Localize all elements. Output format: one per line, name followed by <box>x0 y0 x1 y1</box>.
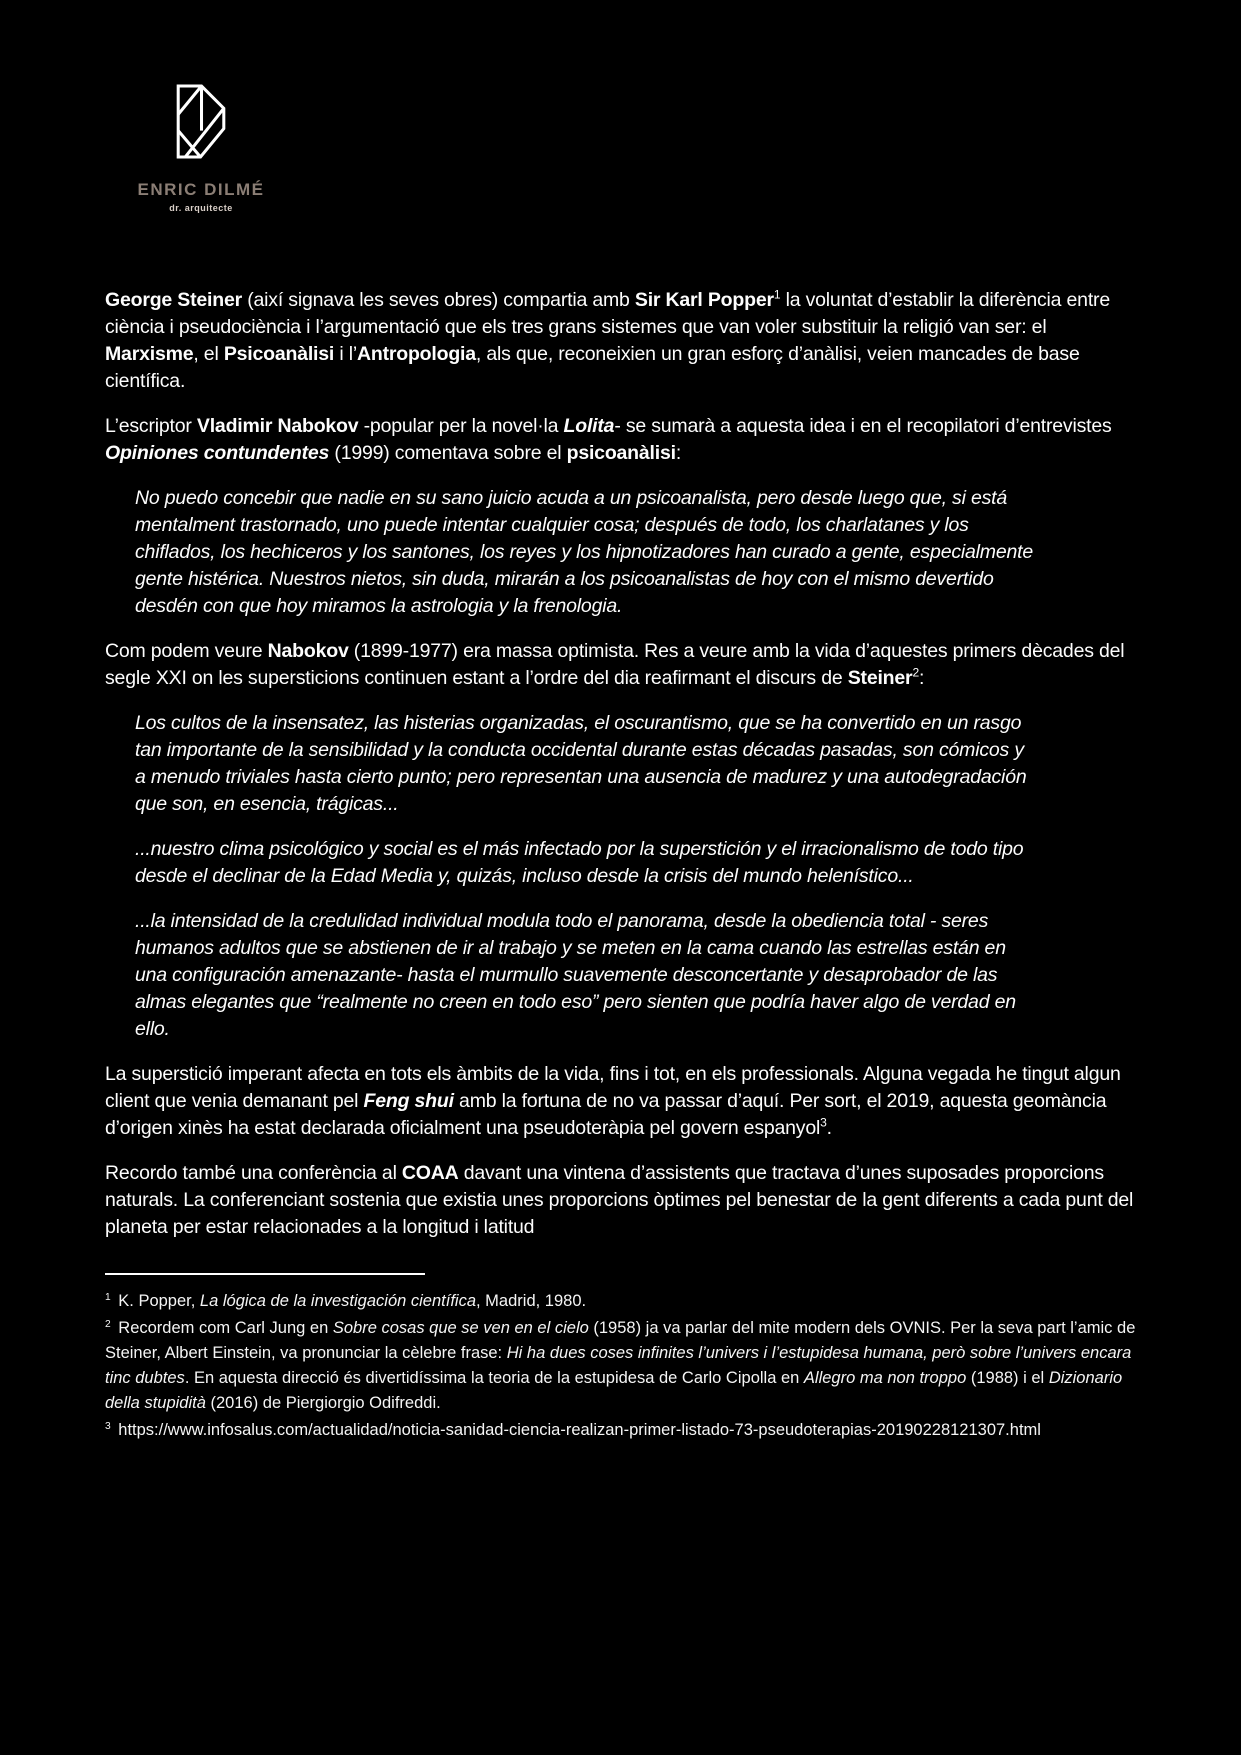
footnote-number: 1 <box>105 1291 111 1303</box>
text-run: La lógica de la investigación científica <box>199 1292 477 1310</box>
text-run: davant una vintena d’assistents que tractava d’unes suposades proporcions naturals. La conferenciant sostenia que existia unes proporcions òptimes pel benestar de la gent diferents a cada punt del planeta per estar relacionades a la longitud i latitud <box>105 1162 1134 1238</box>
text-run: -popular per la novel·la <box>358 415 564 437</box>
logo-d-icon <box>136 84 266 160</box>
text-run: amb la fortuna de no va passar d’aquí. Per sort, el 2019, aquesta geomància d’origen xinès ha estat declarada oficialment una pseudoteràpia pel govern espanyol <box>105 1090 1107 1139</box>
text-run: Nabokov <box>267 640 349 662</box>
paragraph <box>105 287 1137 395</box>
quote-paragraph <box>135 710 1037 818</box>
paragraph <box>105 638 1137 692</box>
text-run: (1988) i el <box>966 1369 1049 1387</box>
footnote-number: 2 <box>105 1318 111 1330</box>
text-run: Recordem com Carl Jung en <box>113 1319 333 1337</box>
text-run: (així signava les seves obres) compartia amb <box>242 289 635 311</box>
footnote <box>105 1418 1137 1443</box>
text-run: psicoanàlisi <box>566 442 676 464</box>
footnote <box>105 1289 1137 1314</box>
text-run: (2016) de Piergiorgio Odifreddi. <box>205 1394 441 1412</box>
text-run: L’escriptor <box>105 415 197 437</box>
text-run: Vladimir Nabokov <box>196 415 359 437</box>
footnote-marker: 3 <box>820 1115 827 1130</box>
text-run: Recordo també una conferència al <box>105 1162 402 1184</box>
text-run: La superstició imperant afecta en tots els àmbits de la vida, fins i tot, en els professionals. Alguna vegada he tingut algun client que venia demanant pel <box>105 1063 1121 1112</box>
text-run: Dizionario della stupidità <box>105 1369 1123 1412</box>
text-run: . <box>826 1117 832 1139</box>
text-run: COAA <box>401 1162 459 1184</box>
logo-name: ENRIC DILMÉ <box>137 180 265 199</box>
quote-paragraph <box>135 908 1037 1043</box>
text-run: Psicoanàlisi <box>223 343 335 365</box>
text-run: : <box>918 667 925 689</box>
text-run: Lolita <box>563 415 615 437</box>
paragraph <box>105 1061 1137 1142</box>
text-run: . En aquesta direcció és divertidíssima la teoria de la estupidesa de Carlo Cipolla en <box>184 1369 804 1387</box>
text-run: (1999) comentava sobre el <box>329 442 567 464</box>
footnote-marker: 2 <box>912 665 919 680</box>
footnotes-section <box>105 1273 1137 1443</box>
quote-paragraph <box>135 836 1037 890</box>
text-run: ...nuestro clima psicológico y social es el más infectado por la superstición y el irracionalismo de todo tipo desde el declinar de la Edad Media y, quizás, incluso desde la crisis del mundo helenístico... <box>135 838 1024 887</box>
text-run: Sobre cosas que se ven en el cielo <box>332 1319 589 1337</box>
text-run: (1958) ja va parlar del mite modern dels OVNIS. Per la seva part l’amic de Steiner, Albert Einstein, va pronunciar la cèlebre frase: <box>105 1319 1136 1362</box>
paragraph <box>105 1160 1137 1241</box>
text-run: i l’ <box>334 343 357 365</box>
text-run: Opiniones contundentes <box>105 442 330 464</box>
logo-tagline: dr. arquitecte <box>169 203 233 213</box>
footnote-marker: 1 <box>773 287 781 302</box>
quote-paragraph <box>135 485 1037 620</box>
document-body <box>105 287 1137 1445</box>
text-run: Antropologia <box>356 343 476 365</box>
text-run: ...la intensidad de la credulidad individual modula todo el panorama, desde la obediencia total - seres humanos adultos que se abstienen de ir al trabajo y se meten en la cama cuando las estrellas están en una configuración amenazante- hasta el murmullo suavemente desconcertante y desaprobador de las almas elegantes que “realmente no creen en todo eso” pero sienten que podría haver algo de verdad en ello. <box>135 910 1016 1040</box>
text-run: (1899-1977) era massa optimista. Res a veure amb la vida d’aquestes primers dècades del segle XXI on les supersticions continuen estant a l’ordre del dia reafirmant el discurs de <box>105 640 1125 689</box>
footnote <box>105 1316 1137 1416</box>
text-run: Marxisme <box>105 343 194 365</box>
footnotes-list <box>105 1289 1137 1443</box>
text-run: George Steiner <box>105 289 242 311</box>
text-run: K. Popper, <box>113 1292 200 1310</box>
text-run: Hi ha dues coses infinites l’univers i l’estupidesa humana, però sobre l’univers encara tinc dubtes <box>105 1344 1132 1387</box>
text-run: Feng shui <box>363 1090 454 1112</box>
text-run: Los cultos de la insensatez, las histerias organizadas, el oscurantismo, que se ha convertido en un rasgo tan importante de la sensibilidad y la conducta occidental durante estas décadas pasadas, son cómicos y a menudo triviales hasta cierto punto; pero representan una ausencia de madurez y una autodegradación que son, en esencia, trágicas... <box>135 712 1027 815</box>
text-run: , el <box>193 343 224 365</box>
paragraph <box>105 413 1137 467</box>
text-run: Com podem veure <box>105 640 268 662</box>
text-run: , Madrid, 1980. <box>476 1292 587 1310</box>
logo <box>136 84 266 213</box>
text-run: - se sumarà a aquesta idea i en el recopilatori d’entrevistes <box>614 415 1112 437</box>
text-run: Allegro ma non troppo <box>803 1369 967 1387</box>
text-run: la voluntat d’establir la diferència entre ciència i pseudociència i l’argumentació que els tres grans sistemes que van voler substituir la religió van ser: el <box>105 289 1110 338</box>
footnote-number: 3 <box>105 1420 111 1432</box>
text-run: : <box>675 442 682 464</box>
text-run: No puedo concebir que nadie en su sano juicio acuda a un psicoanalista, pero desde luego que, si está mentalment trastornado, uno puede intentar cualquier cosa; después de todo, los charlatanes y los chiflados, los hechiceros y los santones, los reyes y los hipnotizadores han curado a gente, especialmente gente histérica. Nuestros nietos, sin duda, mirarán a los psicoanalistas de hoy con el mismo devertido desdén con que hoy miramos la astrologia y la frenologia. <box>135 487 1033 617</box>
text-run: Steiner <box>847 667 913 689</box>
text-run: https://www.infosalus.com/actualidad/noticia-sanidad-ciencia-realizan-primer-listado-73-pseudoterapias-20190228121307.html <box>113 1421 1041 1439</box>
text-run: , als que, reconeixien un gran esforç d’anàlisi, veien mancades de base científica. <box>105 343 1080 392</box>
footnote-divider <box>105 1273 425 1275</box>
text-run: Sir Karl Popper <box>634 289 774 311</box>
